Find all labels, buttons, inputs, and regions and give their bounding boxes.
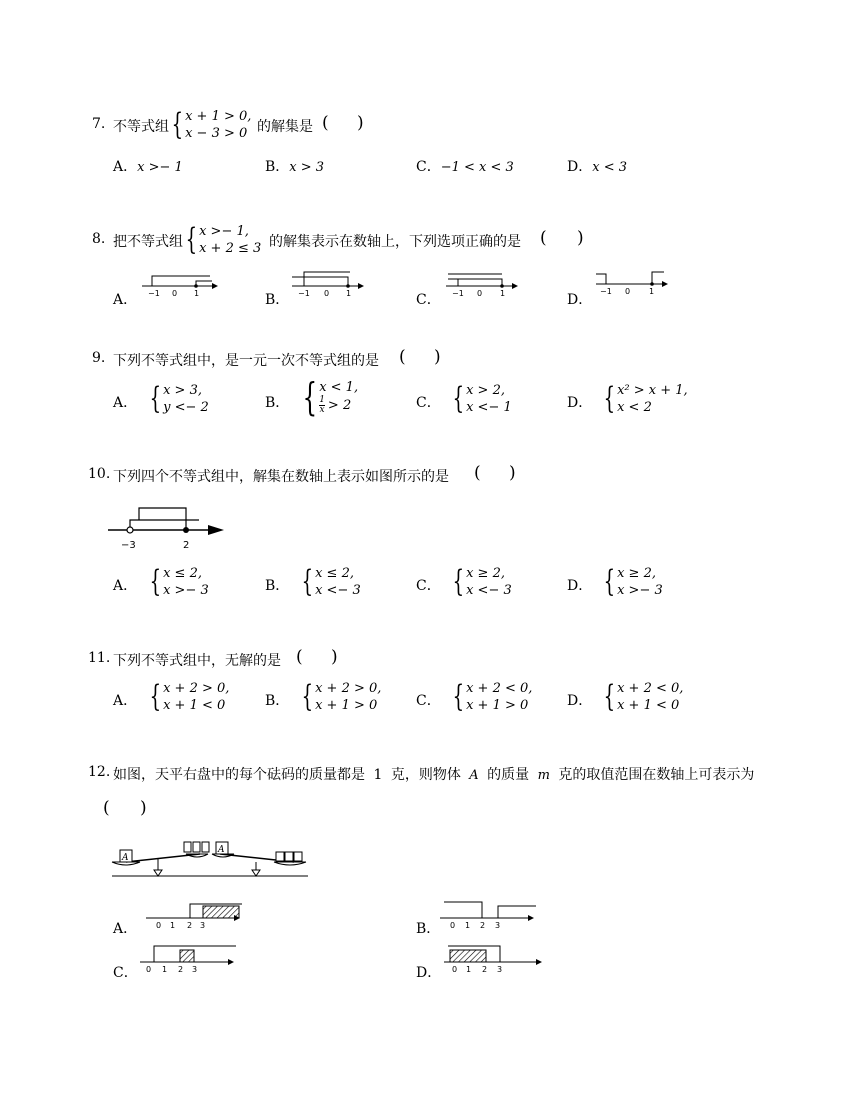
q8-number: 8. [92, 231, 106, 247]
q9-label-b[interactable]: B． [265, 395, 290, 411]
q10-system-a: { x ≤ 2, x >− 3 [149, 564, 209, 599]
q12-b-tick-2: 2 [480, 921, 486, 930]
q8-post: 的解集表示在数轴上，下列选项正确的是 [269, 234, 521, 250]
q7-option-b[interactable]: B．x > 3 [265, 159, 325, 175]
q8-d-tick-1: −1 [600, 287, 612, 296]
q8-numberline-d [594, 268, 674, 298]
q9-system-c: { x > 2, x <− 1 [452, 381, 512, 416]
q12-d-tick-3: 3 [497, 965, 503, 974]
q8-b-tick-3: 1 [346, 289, 352, 298]
q10-tick-2: 2 [183, 540, 190, 551]
q12-numberline-a [146, 898, 246, 928]
q11-system-b: { x + 2 > 0, x + 1 > 0 [301, 679, 382, 714]
q12-c-tick-2: 2 [178, 965, 184, 974]
q7-option-c[interactable]: C．−1 < x < 3 [416, 159, 514, 175]
q8-numberline-b [290, 268, 370, 298]
q12-number: 12. [88, 764, 111, 780]
q12-d-tick-2: 2 [482, 965, 488, 974]
q9-system-b: { x < 1, 1 x > 2 [302, 375, 359, 419]
q9-text: 下列不等式组中，是一元一次不等式组的是 [113, 353, 379, 369]
q7-paren-close: ) [357, 113, 364, 133]
q12-d-tick-1: 1 [466, 965, 472, 974]
q12-a-tick-3: 3 [200, 921, 206, 930]
q12-a-tick-2: 2 [187, 921, 193, 930]
q12-d-tick-0: 0 [452, 965, 458, 974]
q11-system-d: { x + 2 < 0, x + 1 < 0 [603, 679, 684, 714]
q7-sys-line2: x − 3 > 0 [185, 126, 248, 141]
q8-a-tick-3: 1 [194, 289, 200, 298]
q10-system-d: { x ≥ 2, x >− 3 [603, 564, 663, 599]
q9-label-d[interactable]: D． [567, 395, 593, 411]
q12-text: 如图，天平右盘中的每个砝码的质量都是 1 克，则物体 A 的质量 m 克的取值范围在数轴上可表示为 [113, 767, 755, 783]
q12-a-tick-1: 1 [170, 921, 176, 930]
q11-system-a: { x + 2 > 0, x + 1 < 0 [149, 679, 230, 714]
q12-a-tick-0: 0 [156, 921, 162, 930]
q12-label-b[interactable]: B． [416, 921, 441, 937]
q11-system-c: { x + 2 < 0, x + 1 > 0 [452, 679, 533, 714]
q9-system-a: { x > 3, y <− 2 [149, 381, 209, 416]
q10-label-b[interactable]: B． [265, 578, 290, 594]
q8-label-d[interactable]: D． [567, 292, 593, 308]
q12-paren-open: ( [103, 798, 110, 818]
q12-box-left: A [122, 853, 129, 863]
q10-paren-close: ) [509, 463, 516, 483]
q7-number: 7. [92, 116, 106, 132]
q12-numberline-b [440, 898, 545, 928]
q11-paren-close: ) [331, 647, 338, 667]
q12-c-tick-1: 1 [162, 965, 168, 974]
q9-system-d: { x² > x + 1, x < 2 [603, 381, 688, 416]
q12-box-right: A [218, 845, 225, 855]
q10-tick-1: −3 [121, 540, 136, 551]
q10-paren-open: ( [474, 463, 481, 483]
q10-label-a[interactable]: A． [113, 578, 138, 594]
q8-sys-line2: x + 2 ≤ 3 [199, 241, 262, 256]
q12-b-tick-3: 3 [495, 921, 501, 930]
q12-label-d[interactable]: D． [416, 965, 442, 981]
q12-paren-close: ) [140, 798, 147, 818]
q10-numberline [104, 498, 229, 554]
q8-label-c[interactable]: C． [416, 292, 441, 308]
q10-label-c[interactable]: C． [416, 578, 441, 594]
q8-b-tick-1: −1 [298, 289, 310, 298]
q11-label-b[interactable]: B． [265, 693, 290, 709]
q10-label-d[interactable]: D． [567, 578, 593, 594]
q8-numberline-c [444, 270, 524, 300]
q11-paren-open: ( [296, 647, 303, 667]
q8-c-tick-2: 0 [477, 289, 483, 298]
q8-c-tick-1: −1 [452, 289, 464, 298]
q8-label-a[interactable]: A． [113, 292, 138, 308]
q12-balance-figure [108, 832, 313, 882]
q9-label-c[interactable]: C． [416, 395, 441, 411]
q12-b-tick-1: 1 [465, 921, 471, 930]
q7-paren-open: ( [322, 113, 329, 133]
q8-a-tick-2: 0 [172, 289, 178, 298]
q8-paren-open: ( [540, 228, 547, 248]
q12-c-tick-0: 0 [146, 965, 152, 974]
q7-post: 的解集是 [257, 119, 313, 135]
q11-number: 11. [88, 650, 111, 666]
q12-numberline-d [444, 942, 549, 972]
q7-option-d[interactable]: D．x < 3 [567, 159, 627, 175]
q9-paren-close: ) [434, 347, 441, 367]
q8-d-tick-2: 0 [625, 287, 631, 296]
q8-d-tick-3: 1 [649, 287, 655, 296]
q8-pre: 把不等式组 [113, 234, 183, 250]
q11-text: 下列不等式组中，无解的是 [113, 653, 281, 669]
q8-numberline-a [140, 270, 220, 300]
q7-system: { x + 1 > 0, x − 3 > 0 [171, 107, 252, 142]
q9-paren-open: ( [399, 347, 406, 367]
q8-c-tick-3: 1 [500, 289, 506, 298]
q11-label-a[interactable]: A． [113, 693, 138, 709]
q8-paren-close: ) [577, 228, 584, 248]
q8-a-tick-1: −1 [148, 289, 160, 298]
q7-sys-line1: x + 1 > 0, [185, 109, 252, 124]
q10-number: 10. [88, 466, 111, 482]
q7-option-a[interactable]: A．x >− 1 [113, 159, 183, 175]
q8-label-b[interactable]: B． [265, 292, 290, 308]
q10-system-c: { x ≥ 2, x <− 3 [452, 564, 512, 599]
q10-system-b: { x ≤ 2, x <− 3 [301, 564, 361, 599]
q9-number: 9. [92, 350, 106, 366]
q12-c-tick-3: 3 [192, 965, 198, 974]
q12-numberline-c [140, 942, 245, 972]
q10-text: 下列四个不等式组中，解集在数轴上表示如图所示的是 [113, 469, 449, 485]
q8-sys-line1: x >− 1, [199, 224, 249, 239]
q12-b-tick-0: 0 [450, 921, 456, 930]
q12-label-c[interactable]: C． [113, 965, 138, 981]
q8-system: { x >− 1, x + 2 ≤ 3 [185, 222, 262, 257]
q12-label-a[interactable]: A． [113, 921, 138, 937]
q8-b-tick-2: 0 [324, 289, 330, 298]
q7-pre: 不等式组 [113, 119, 169, 135]
q11-label-c[interactable]: C． [416, 693, 441, 709]
q11-label-d[interactable]: D． [567, 693, 593, 709]
q9-label-a[interactable]: A． [113, 395, 138, 411]
